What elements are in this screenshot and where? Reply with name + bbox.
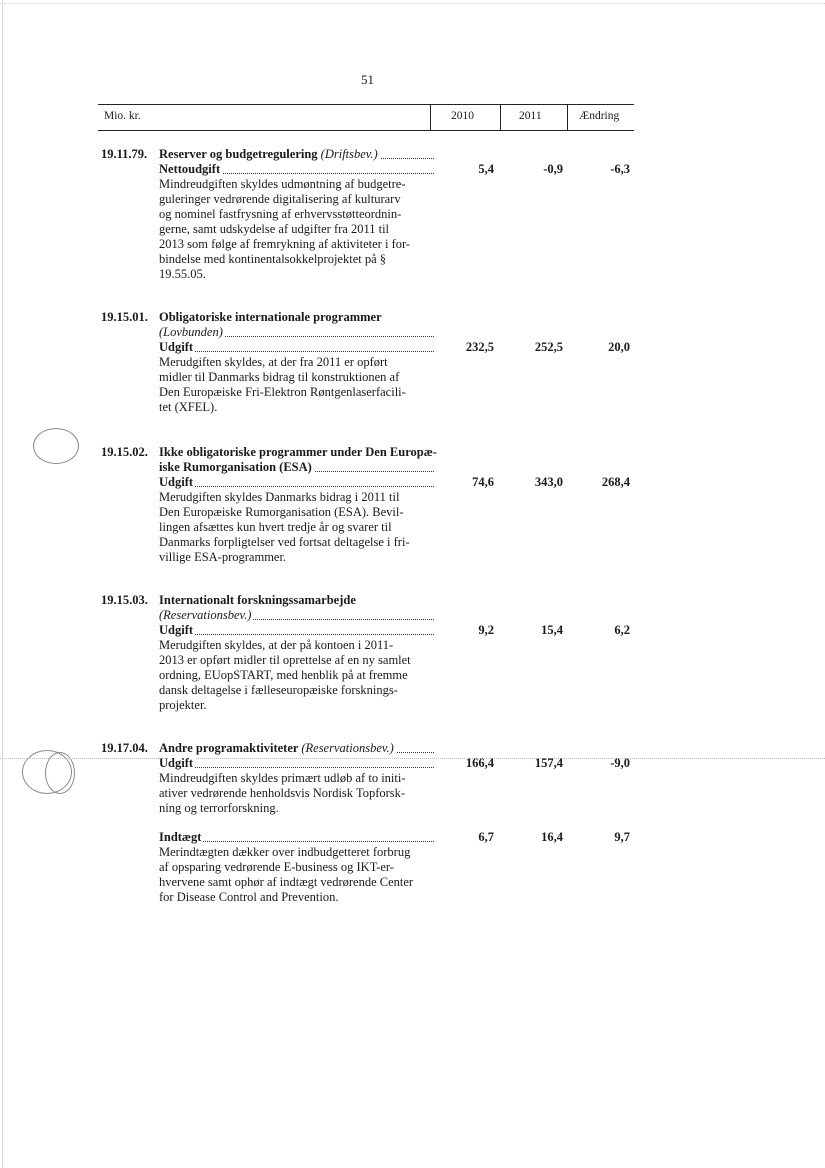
- entry-text-line: gerne, samt udskydelse af udgifter fra 2011 til: [159, 222, 390, 236]
- line-label: Indtægt: [159, 830, 202, 844]
- entry-text-line: villige ESA-programmer.: [159, 550, 287, 564]
- value-2010: 6,7: [478, 830, 494, 844]
- header-2010: 2010: [451, 110, 474, 122]
- value-change: 9,7: [614, 830, 630, 844]
- line-label: Udgift: [159, 756, 194, 770]
- entry-subtitle: (Lovbunden): [159, 325, 223, 339]
- entry-text-line: midler til Danmarks bidrag til konstruktionen af: [159, 370, 400, 384]
- entry-title-suffix: (Reservationsbev.): [301, 741, 394, 755]
- entry-text-line: af opsparing vedrørende E-business og IKT-er-: [159, 860, 394, 874]
- entry-block: [159, 147, 434, 282]
- line-label: Udgift: [159, 475, 194, 489]
- entry-text-line: 2013 som følge af fremrykning af aktiviteter i for-: [159, 237, 411, 251]
- entry-text-line: Den Europæiske Rumorganisation (ESA). Bevil-: [159, 505, 404, 519]
- page-number: 51: [361, 72, 374, 87]
- scan-edge-left: [2, 0, 3, 1168]
- line-label: Udgift: [159, 623, 194, 637]
- header-2011: 2011: [519, 110, 542, 122]
- entry-title: Ikke obligatoriske programmer under Den Europæ-: [159, 445, 437, 459]
- entry-text-line: Mindreudgiften skyldes udmøntning af budgetre-: [159, 177, 406, 191]
- entry-block: [159, 445, 489, 565]
- entry-text-line: bindelse med kontinentalsokkelprojektet på §: [159, 252, 387, 266]
- value-2010: 232,5: [465, 340, 494, 354]
- entry-text-line: projekter.: [159, 698, 207, 712]
- entry-code: 19.15.02.: [101, 445, 148, 459]
- entry-text-line: dansk deltagelse i fælleseuropæiske forsknings-: [159, 683, 398, 697]
- entry-title: Internationalt forskningssamarbejde: [159, 593, 356, 607]
- entry-text-line: for Disease Control and Prevention.: [159, 890, 339, 904]
- punch-hole-mark: [33, 428, 79, 464]
- entry-text-line: Den Europæiske Fri-Elektron Røntgenlaserfacili-: [159, 385, 406, 399]
- value-2010: 74,6: [472, 475, 494, 489]
- entry-text-line: Danmarks forpligtelser ved fortsat deltagelse i fri-: [159, 535, 410, 549]
- entry-title: Obligatoriske internationale programmer: [159, 310, 382, 324]
- line-label: Nettoudgift: [159, 162, 221, 176]
- entry-code: 19.11.79.: [101, 147, 148, 161]
- scan-edge-top: [0, 3, 825, 5]
- entry-text-line: ning og terrorforskning.: [159, 801, 279, 815]
- entry-block: [159, 593, 434, 713]
- entry-text-line: 19.55.05.: [159, 267, 206, 281]
- value-2011: -0,9: [543, 162, 563, 176]
- entry-code: 19.17.04.: [101, 741, 148, 755]
- entry-text-line: Merindtægten dækker over indbudgetteret forbrug: [159, 845, 411, 859]
- value-2011: 252,5: [534, 340, 563, 354]
- value-change: -6,3: [610, 162, 630, 176]
- entry-text-line: Merudgiften skyldes, at der på kontoen i 2011-: [159, 638, 394, 652]
- header-rule-top: [98, 104, 634, 105]
- entry-title: Reserver og budgetregulering: [159, 147, 318, 161]
- entry-title-line2: iske Rumorganisation (ESA): [159, 460, 312, 474]
- entry-text-line: Mindreudgiften skyldes primært udløb af to initi-: [159, 771, 406, 785]
- income-block: [159, 830, 434, 905]
- entry-subtitle: (Reservationsbev.): [159, 608, 252, 622]
- header-divider: [567, 104, 568, 130]
- entry-code: 19.15.01.: [101, 310, 148, 324]
- entry-text-line: Merudgiften skyldes Danmarks bidrag i 2011 til: [159, 490, 400, 504]
- value-change: -9,0: [610, 756, 630, 770]
- entry-title: Andre programaktiviteter: [159, 741, 299, 755]
- header-divider: [430, 104, 431, 130]
- entry-code: 19.15.03.: [101, 593, 148, 607]
- value-change: 20,0: [608, 340, 630, 354]
- line-label: Udgift: [159, 340, 194, 354]
- value-2011: 157,4: [534, 756, 563, 770]
- entry-text-line: Merudgiften skyldes, at der fra 2011 er opført: [159, 355, 388, 369]
- entry-text-line: guleringer vedrørende digitalisering af kulturarv: [159, 192, 401, 206]
- entry-text-line: 2013 er opført midler til oprettelse af en ny samlet: [159, 653, 411, 667]
- value-2011: 343,0: [534, 475, 563, 489]
- value-2010: 5,4: [478, 162, 494, 176]
- entry-text-line: ativer vedrørende henholdsvis Nordisk Topforsk-: [159, 786, 406, 800]
- header-change: Ændring: [579, 110, 620, 122]
- entry-text-line: tet (XFEL).: [159, 400, 218, 414]
- value-change: 6,2: [614, 623, 630, 637]
- entry-text-line: hvervene samt ophør af indtægt vedrørende Center: [159, 875, 414, 889]
- entry-block: [159, 741, 434, 816]
- value-change: 268,4: [601, 475, 630, 489]
- header-unit: Mio. kr.: [104, 110, 141, 122]
- entry-text-line: ordning, EUopSTART, med henblik på at fremme: [159, 668, 408, 682]
- header-rule-bottom: [98, 130, 634, 131]
- entry-text-line: og nominel fastfrysning af erhvervsstøtteordnin-: [159, 207, 402, 221]
- value-2010: 9,2: [478, 623, 494, 637]
- value-2011: 16,4: [541, 830, 563, 844]
- value-2010: 166,4: [465, 756, 494, 770]
- entry-title-suffix: (Driftsbev.): [320, 147, 378, 161]
- header-divider: [500, 104, 501, 130]
- entry-block: [159, 310, 434, 415]
- entry-text-line: lingen afsættes kun hvert tredje år og svarer til: [159, 520, 392, 534]
- value-2011: 15,4: [541, 623, 563, 637]
